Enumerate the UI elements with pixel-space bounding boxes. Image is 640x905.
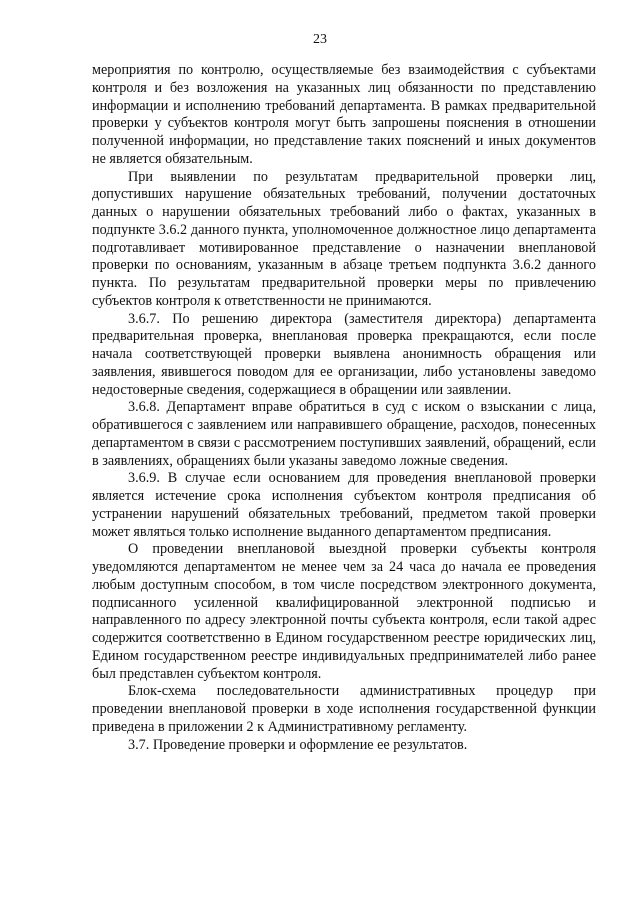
paragraph-3-6-8: 3.6.8. Департамент вправе обратиться в суд с иском о взыскании с лица, обратившегося с заявлением или направившего обращение, расходов, понесенных департаментом в связи с рассмотрением поступивших заявлений, обращений, если в заявлениях, обращениях были указаны заведомо ложные сведения. — [92, 399, 596, 469]
paragraph-3-6-9: 3.6.9. В случае если основанием для проведения внеплановой проверки является истечение срока исполнения субъектом контроля предписания об устранении нарушений обязательных требований, предметом такой проверки может являться только исполнение выданного департаментом предписания. — [92, 470, 596, 540]
paragraph-continuation: мероприятия по контролю, осуществляемые без взаимодействия с субъектами контроля и без возложения на указанных лиц обязанности по представлению информации и исполнению требований департамента. В рамках предварительной проверки у субъектов контроля могут быть запрошены пояснения в отношении полученной информации, но представление таких пояснений и иных документов не является обязательным. — [92, 62, 596, 167]
page-number: 23 — [313, 32, 327, 47]
paragraph-3-7-heading: 3.7. Проведение проверки и оформление ее результатов. — [128, 736, 468, 753]
paragraph-notification: О проведении внеплановой выездной проверки субъекты контроля уведомляются департаментом не менее чем за 24 часа до начала ее проведения любым доступным способом, в том числе посредством электронного документа, подписанного усиленной квалифицированной электронной подписью и направленного по адресу электронной почты субъекта контроля, если такой адрес содержится соответственно в Едином государственном реестре юридических лиц, Едином государственном реестре индивидуальных предпринимателей либо ранее был представлен субъектом контроля. — [92, 541, 596, 682]
paragraph-flowchart-reference: Блок-схема последовательности административных процедур при проведении внеплановой проверки в ходе исполнения государственной функции приведена в приложении 2 к Административному регламенту. — [92, 683, 596, 735]
document-body — [92, 62, 596, 754]
paragraph-preliminary-check-results: При выявлении по результатам предварительной проверки лиц, допустивших нарушение обязательных требований, получении достаточных данных о нарушении обязательных требований либо о фактах, указанных в подпункте 3.6.2 данного пункта, уполномоченное должностное лицо департамента подготавливает мотивированное представление о назначении внеплановой проверки по основаниям, указанным в абзаце третьем подпункта 3.6.2 данного пункта. По результатам предварительной проверки меры по привлечению субъектов контроля к ответственности не принимаются. — [92, 168, 596, 309]
paragraph-3-6-7: 3.6.7. По решению директора (заместителя директора) департамента предварительная проверка, внеплановая проверка прекращаются, если после начала соответствующей проверки выявлена анонимность обращения или заявления, явившегося поводом для ее организации, либо установлены заведомо недостоверные сведения, содержащиеся в обращении или заявлении. — [92, 310, 596, 398]
